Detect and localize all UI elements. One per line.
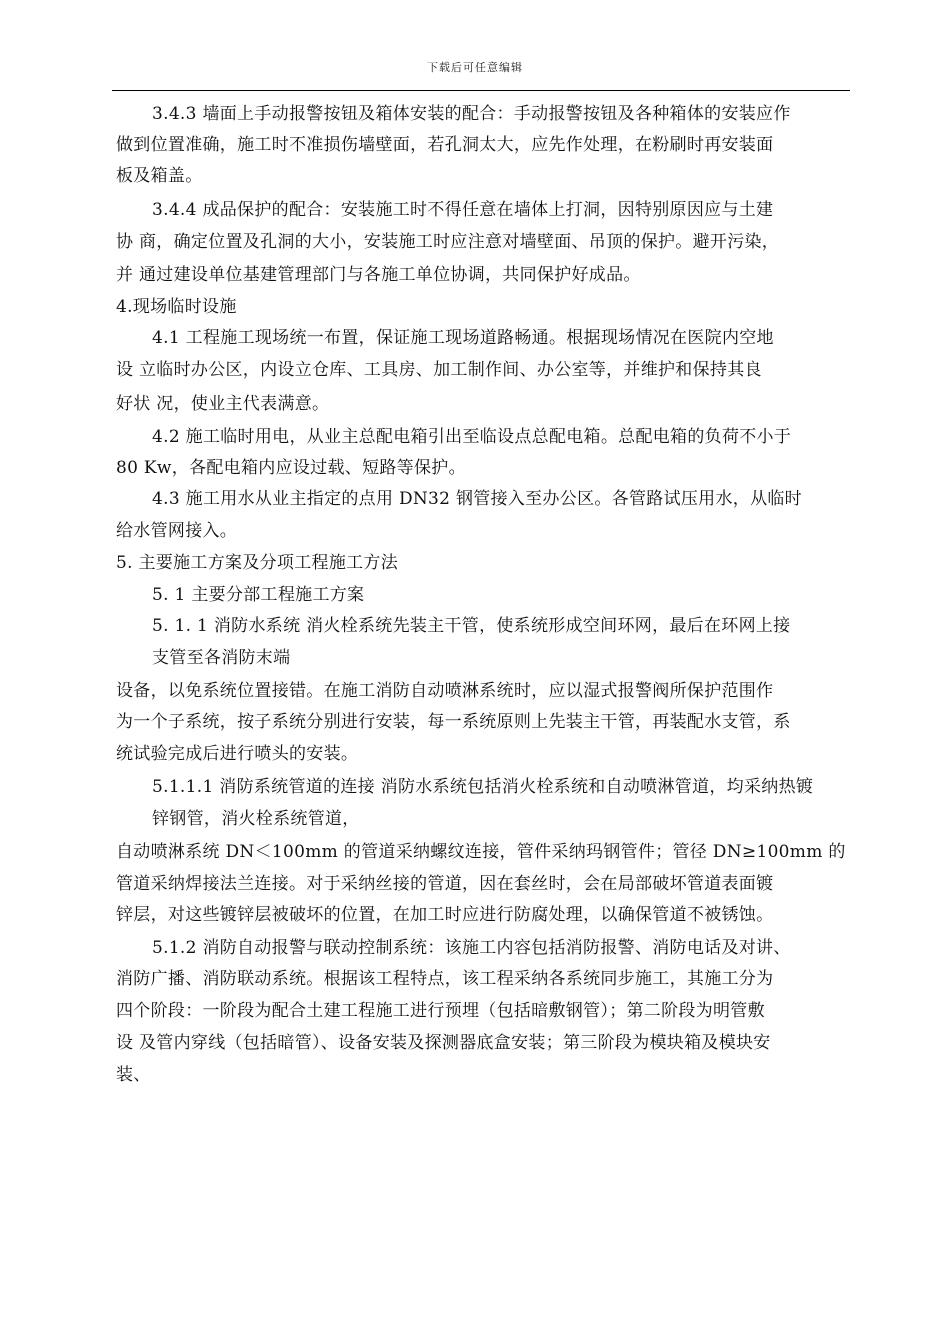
text-line: 设 及管内穿线（包括暗管）、设备安装及探测器底盒安装；第三阶段为模块箱及模块安 (116, 1033, 771, 1053)
section-heading: 5. 主要施工方案及分项工程施工方法 (116, 553, 399, 573)
text-line: 统试验完成后进行喷头的安装。 (116, 744, 359, 764)
text-line: 自动喷淋系统 DN＜100mm 的管道采纳螺纹连接，管件采纳玛钢管件；管径 DN≥100mm 的 (116, 842, 846, 862)
text-line: 5. 1. 1 消防水系统 消火栓系统先装主干管，使系统形成空间环网，最后在环网上接 (152, 616, 791, 636)
text-line: 并 通过建设单位基建管理部门与各施工单位协调，共同保护好成品。 (116, 265, 641, 285)
text-line: 设备，以免系统位置接错。在施工消防自动喷淋系统时，应以湿式报警阀所保护范围作 (116, 681, 774, 701)
text-line: 锌钢管，消火栓系统管道， (152, 809, 360, 829)
text-line: 5.1.2 消防自动报警与联动控制系统：该施工内容包括消防报警、消防电话及对讲、 (152, 938, 791, 958)
text-line: 锌层，对这些镀锌层被破坏的位置，在加工时应进行防腐处理，以确保管道不被锈蚀。 (116, 905, 774, 925)
text-line: 为一个子系统，按子系统分别进行安装，每一系统原则上先装主干管，再装配水支管，系 (116, 712, 791, 732)
header-rule (112, 90, 850, 91)
text-line: 板及箱盖。 (116, 166, 203, 186)
text-line: 给水管网接入。 (116, 521, 238, 541)
text-line: 协 商，确定位置及孔洞的大小，安装施工时应注意对墙壁面、吊顶的保护。避开污染， (116, 232, 780, 252)
text-line: 3.4.4 成品保护的配合：安装施工时不得任意在墙体上打洞，因特别原因应与土建 (152, 200, 774, 220)
text-line: 消防广播、消防联动系统。根据该工程特点，该工程采纳各系统同步施工，其施工分为 (116, 969, 774, 989)
text-line: 管道采纳焊接法兰连接。对于采纳丝接的管道，因在套丝时，会在局部破坏管道表面镀 (116, 874, 774, 894)
text-line: 做到位置准确，施工时不准损伤墙壁面，若孔洞太大，应先作处理，在粉刷时再安装面 (116, 135, 774, 155)
text-line: 支管至各消防末端 (152, 648, 291, 668)
text-line: 3.4.3 墙面上手动报警按钮及箱体安装的配合：手动报警按钮及各种箱体的安装应作 (152, 104, 791, 124)
text-line: 4.1 工程施工现场统一布置，保证施工现场道路畅通。根据现场情况在医院内空地 (152, 328, 774, 348)
text-line: 设 立临时办公区，内设立仓库、工具房、加工制作间、办公室等，并维护和保持其良 (116, 360, 762, 380)
text-line: 好状 况，使业主代表满意。 (116, 394, 330, 414)
text-line: 80 Kw，各配电箱内应设过载、短路等保护。 (116, 458, 466, 478)
page-header: 下载后可任意编辑 (427, 61, 523, 74)
text-line: 5.1.1.1 消防系统管道的连接 消防水系统包括消火栓系统和自动喷淋管道，均采纳热镀 (152, 777, 814, 797)
text-line: 装、 (116, 1065, 151, 1085)
text-line: 4.3 施工用水从业主指定的点用 DN32 钢管接入至办公区。各管路试压用水，从临时 (152, 489, 802, 509)
text-line: 四个阶段：一阶段为配合土建工程施工进行预埋（包括暗敷钢管）；第二阶段为明管敷 (116, 1001, 765, 1021)
subsection-heading: 5. 1 主要分部工程施工方案 (152, 585, 365, 605)
section-heading: 4.现场临时设施 (116, 297, 237, 317)
text-line: 4.2 施工临时用电，从业主总配电箱引出至临设点总配电箱。总配电箱的负荷不小于 (152, 427, 792, 447)
